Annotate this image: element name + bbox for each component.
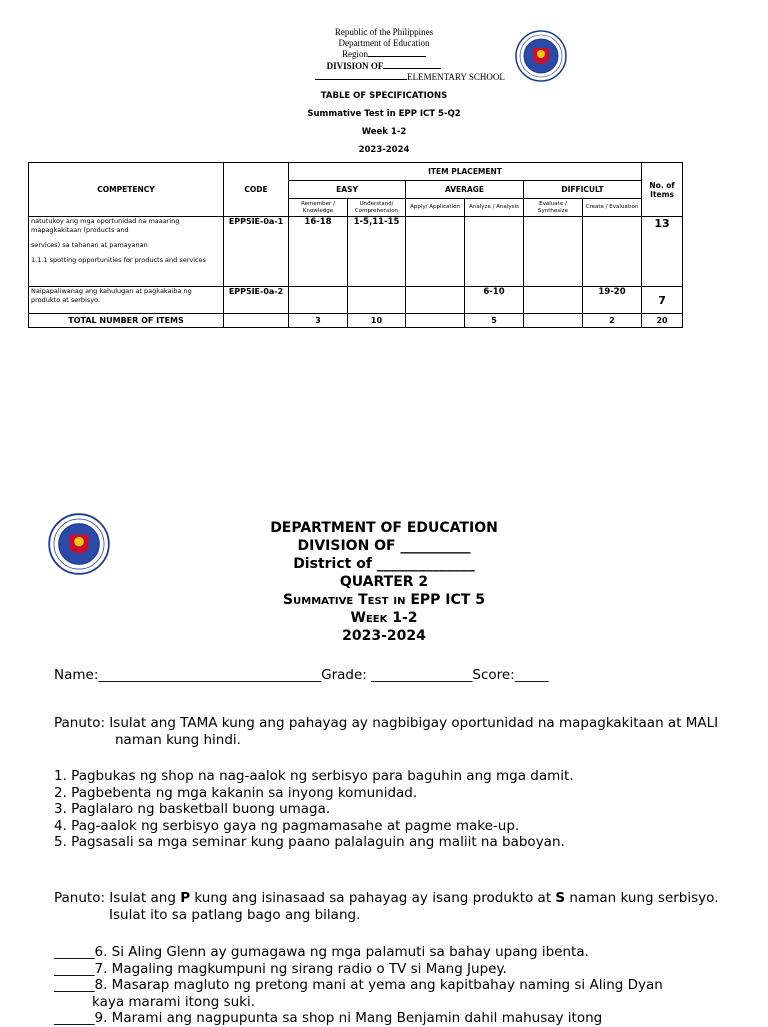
create-cell: 19-20	[583, 287, 642, 314]
question-list-1	[54, 768, 574, 851]
items-cell: 13	[642, 217, 683, 287]
list-item: ______7. Magaling magkumpuni ng sirang radio o TV si Mang Jupey.	[54, 960, 507, 977]
division-title: DIVISION OF __________	[297, 538, 471, 554]
level-apply: Apply/ Application	[406, 199, 465, 217]
list-item: ______8. Masarap magluto ng pretong mani at yema ang kapitbahay naming si Aling Dyan	[54, 977, 663, 993]
year-title: 2023-2024	[342, 628, 426, 644]
items-cell: 7	[642, 287, 683, 314]
test-title: Summative Test in EPP ICT 5	[283, 592, 485, 608]
letterhead	[0, 27, 768, 83]
tos-week: Week 1-2	[361, 127, 407, 137]
total-remember: 3	[289, 314, 348, 328]
division-line: DIVISION OF	[0, 60, 768, 72]
test-header	[0, 519, 768, 645]
list-item: 5. Pagsasali sa mga seminar kung paano palalaguin ang maliit na baboyan.	[54, 834, 565, 850]
quarter-title: QUARTER 2	[339, 574, 429, 590]
republic-line: Republic of the Philippines	[334, 27, 434, 37]
level-analyze: Analyze / Analysis	[465, 199, 524, 217]
tos-subtitle: Summative Test in EPP ICT 5-Q2	[307, 109, 461, 119]
remember-cell: 16-18	[289, 217, 348, 287]
district-title: District of ______________	[293, 556, 475, 572]
code-cell: EPP5IE-0a-1	[224, 217, 289, 287]
tos-title: TABLE OF SPECIFICATIONS	[320, 91, 448, 101]
table-row	[29, 217, 683, 287]
week-title: Week 1-2	[350, 610, 418, 626]
analyze-cell: 6-10	[465, 287, 524, 314]
region-line: Region	[0, 48, 768, 60]
instruction-1: Panuto: Isulat ang TAMA kung ang pahayag ay nagbibigay oportunidad na mapagkakitaan at MALI naman kung hindi.	[54, 715, 719, 748]
level-create: Create / Evaluation	[583, 199, 642, 217]
header-code: CODE	[224, 163, 289, 217]
header-item-placement: ITEM PLACEMENT	[289, 163, 642, 181]
competency-cell: Naipapaliwanag ang kahulugan at pagkakaiba ng produkto at serbisyo.	[29, 287, 224, 314]
header-difficult: DIFFICULT	[524, 181, 642, 199]
list-item: 3. Paglalaro ng basketball buong umaga.	[54, 801, 331, 817]
list-item: kaya marami itong suki.	[92, 993, 256, 1010]
header-easy: EASY	[289, 181, 406, 199]
list-item: 1. Pagbukas ng shop na nag-aalok ng serbisyo para baguhin ang mga damit.	[54, 768, 574, 784]
table-row	[29, 287, 683, 314]
level-understand: Understand/ Comprehension	[348, 199, 406, 217]
dept-title: DEPARTMENT OF EDUCATION	[270, 520, 498, 536]
level-remember: Remember / Knowledge	[289, 199, 348, 217]
total-create: 2	[583, 314, 642, 328]
header-no-items: No. of Items	[642, 163, 683, 217]
header-average: AVERAGE	[406, 181, 524, 199]
level-evaluate: Evaluate / Synthesize	[524, 199, 583, 217]
total-items: 20	[642, 314, 683, 328]
understand-cell: 1-5,11-15	[348, 217, 406, 287]
list-item: 4. Pag-aalok ng serbisyo gaya ng pagmamasahe at pagme make-up.	[54, 817, 520, 834]
instruction-2: Panuto: Isulat ang P kung ang isinasaad sa pahayag ay isang produkto at S naman kung serbisyo. Isulat ito sa patlang bago ang bilang.	[54, 890, 719, 923]
school-line: ELEMENTARY SCHOOL	[0, 71, 768, 83]
table-of-specifications	[28, 162, 683, 328]
total-understand: 10	[348, 314, 406, 328]
name-grade-score-line: Name:_________________________________Grade: _______________Score:_____	[54, 667, 549, 683]
total-label: TOTAL NUMBER OF ITEMS	[29, 314, 224, 328]
list-item: ______6. Si Aling Glenn ay gumagawa ng mga palamuti sa bahay upang ibenta.	[54, 944, 589, 960]
list-item: ______9. Marami ang nagpupunta sa shop ni Mang Benjamin dahil mahusay itong	[54, 1010, 603, 1026]
tos-year: 2023-2024	[358, 145, 410, 155]
deped-line: Department of Education	[338, 37, 430, 48]
deped-seal-icon	[515, 30, 567, 82]
competency-cell: natutukoy ang mga oportunidad na maaaring mapagkakitaan (products and services) sa tahanan at pamayanan 1.1.1 spotting opportunities for products and services	[29, 217, 224, 287]
total-row	[29, 314, 683, 328]
header-competency: COMPETENCY	[29, 163, 224, 217]
question-list-2	[54, 944, 663, 1027]
total-analyze: 5	[465, 314, 524, 328]
list-item: 2. Pagbebenta ng mga kakanin sa inyong komunidad.	[54, 784, 418, 801]
code-cell: EPP5IE-0a-2	[224, 287, 289, 314]
